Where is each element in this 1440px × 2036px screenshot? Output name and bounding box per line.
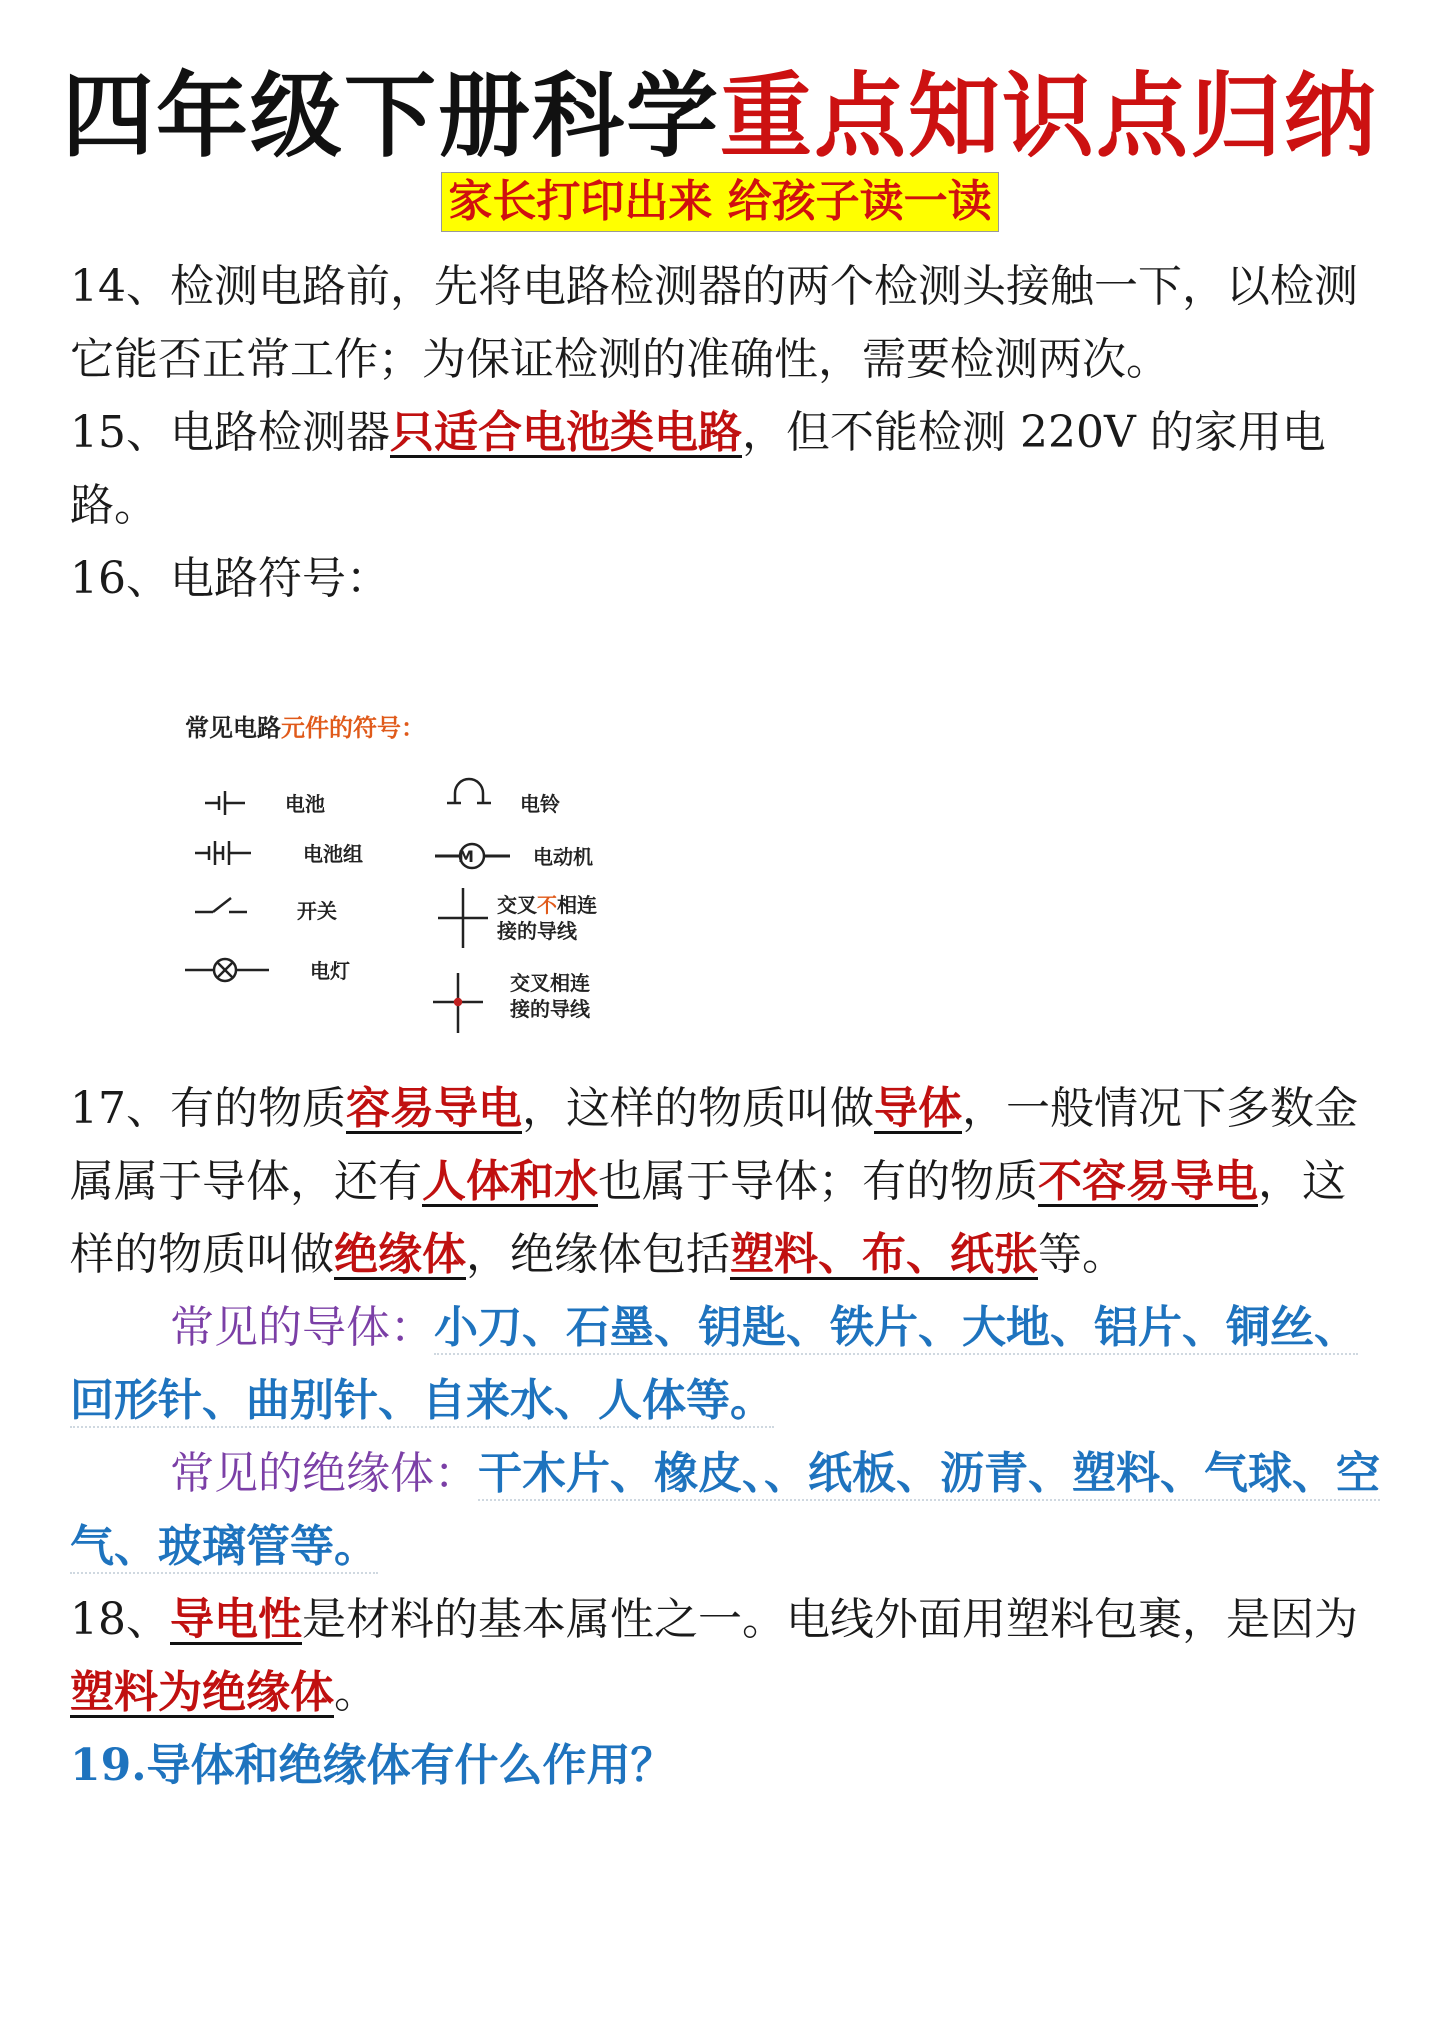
common-insulators: [70, 1437, 1380, 1583]
item-17: [70, 1072, 1380, 1291]
conductors-list: 小刀、石墨、钥匙、铁片、大地、铝片、铜丝、回形针、曲别针、自来水、人体等。: [70, 1302, 1358, 1426]
item-17-u2: 导体: [874, 1083, 962, 1134]
content-top: [70, 250, 1380, 615]
item-17-d: 也属于导体；有的物质: [598, 1156, 1038, 1207]
item-18-a: 18、: [70, 1594, 170, 1645]
title-red: 重点知识点归纳: [720, 63, 1379, 170]
label-battery: 电池: [285, 792, 325, 816]
cross-yes-b: 接的导线: [510, 997, 590, 1021]
label-cross-connected: [510, 970, 590, 1022]
cross-yes-a: 交叉相连: [510, 971, 590, 995]
switch-symbol-icon: [195, 898, 247, 912]
common-conductors: [70, 1291, 1380, 1437]
item-14: 14、检测电路前，先将电路检测器的两个检测头接触一下，以检测它能否正常工作；为保证检测的准确性，需要检测两次。: [70, 261, 1358, 385]
cross-no-d: 接的导线: [497, 919, 577, 943]
subtitle-banner: 家长打印出来 给孩子读一读: [441, 172, 998, 232]
label-switch: 开关: [297, 899, 337, 923]
item-17-b: ，这样的物质叫做: [522, 1083, 874, 1134]
label-motor: 电动机: [533, 845, 593, 869]
item-18-c: 。: [334, 1667, 378, 1718]
title-black: 四年级下册科学: [61, 63, 720, 170]
diagram-title-a: 常见电路: [185, 714, 281, 742]
cross-not-connected-icon: [438, 888, 488, 948]
item-17-u5: 绝缘体: [334, 1229, 466, 1280]
subtitle-wrap: [0, 172, 1440, 232]
insulators-label: 常见的绝缘体：: [170, 1448, 478, 1499]
page-title: [0, 62, 1440, 172]
item-19: 19.导体和绝缘体有什么作用？: [70, 1740, 675, 1791]
item-17-u3: 人体和水: [422, 1156, 598, 1207]
item-17-a: 17、有的物质: [70, 1083, 346, 1134]
circuit-symbols-diagram: [185, 708, 645, 1038]
diagram-title-b: 元件的符号：: [281, 714, 425, 742]
item-15-text-b: ，但不能检测 220V 的家用电路。: [70, 407, 1326, 531]
cross-no-c: 相连: [557, 893, 597, 917]
item-17-c: ，一般情况下多数金属属于导体，还有: [70, 1083, 1358, 1207]
item-17-e: ，这样的物质叫做: [70, 1156, 1346, 1280]
item-15-text-a: 15、电路检测器: [70, 407, 390, 458]
label-lamp: 电灯: [310, 959, 350, 983]
bell-symbol-icon: [447, 779, 491, 803]
item-17-u1: 容易导电: [346, 1083, 522, 1134]
item-17-f: ，绝缘体包括: [466, 1229, 730, 1280]
insulators-list: 干木片、橡皮、、纸板、沥青、塑料、气球、空气、玻璃管等。: [70, 1448, 1380, 1572]
item-17-g: 等。: [1038, 1229, 1126, 1280]
item-18-u2: 塑料为绝缘体: [70, 1667, 334, 1718]
battery-symbol-icon: [205, 791, 245, 815]
battery-pack-symbol-icon: [195, 841, 251, 865]
item-16: 16、电路符号：: [70, 553, 390, 604]
lamp-symbol-icon: [185, 959, 269, 981]
item-18-b: 是材料的基本属性之一。电线外面用塑料包裹，是因为: [302, 1594, 1358, 1645]
item-17-u4: 不容易导电: [1038, 1156, 1258, 1207]
item-17-u6: 塑料、布、纸张: [730, 1229, 1038, 1280]
cross-connected-icon: [433, 973, 483, 1033]
cross-no-a: 交叉: [497, 893, 537, 917]
motor-letter: M: [458, 847, 474, 866]
label-bell: 电铃: [520, 792, 560, 816]
label-cross-not-connected: [497, 892, 597, 944]
item-18: [70, 1583, 1380, 1729]
conductors-label: 常见的导体：: [170, 1302, 434, 1353]
label-battery-pack: 电池组: [303, 842, 363, 866]
item-18-u1: 导电性: [170, 1594, 302, 1645]
cross-no-b: 不: [537, 893, 557, 917]
item-15-emphasis: 只适合电池类电路: [390, 407, 742, 458]
content-bottom: [70, 1072, 1380, 1802]
item-15: [70, 396, 1380, 542]
